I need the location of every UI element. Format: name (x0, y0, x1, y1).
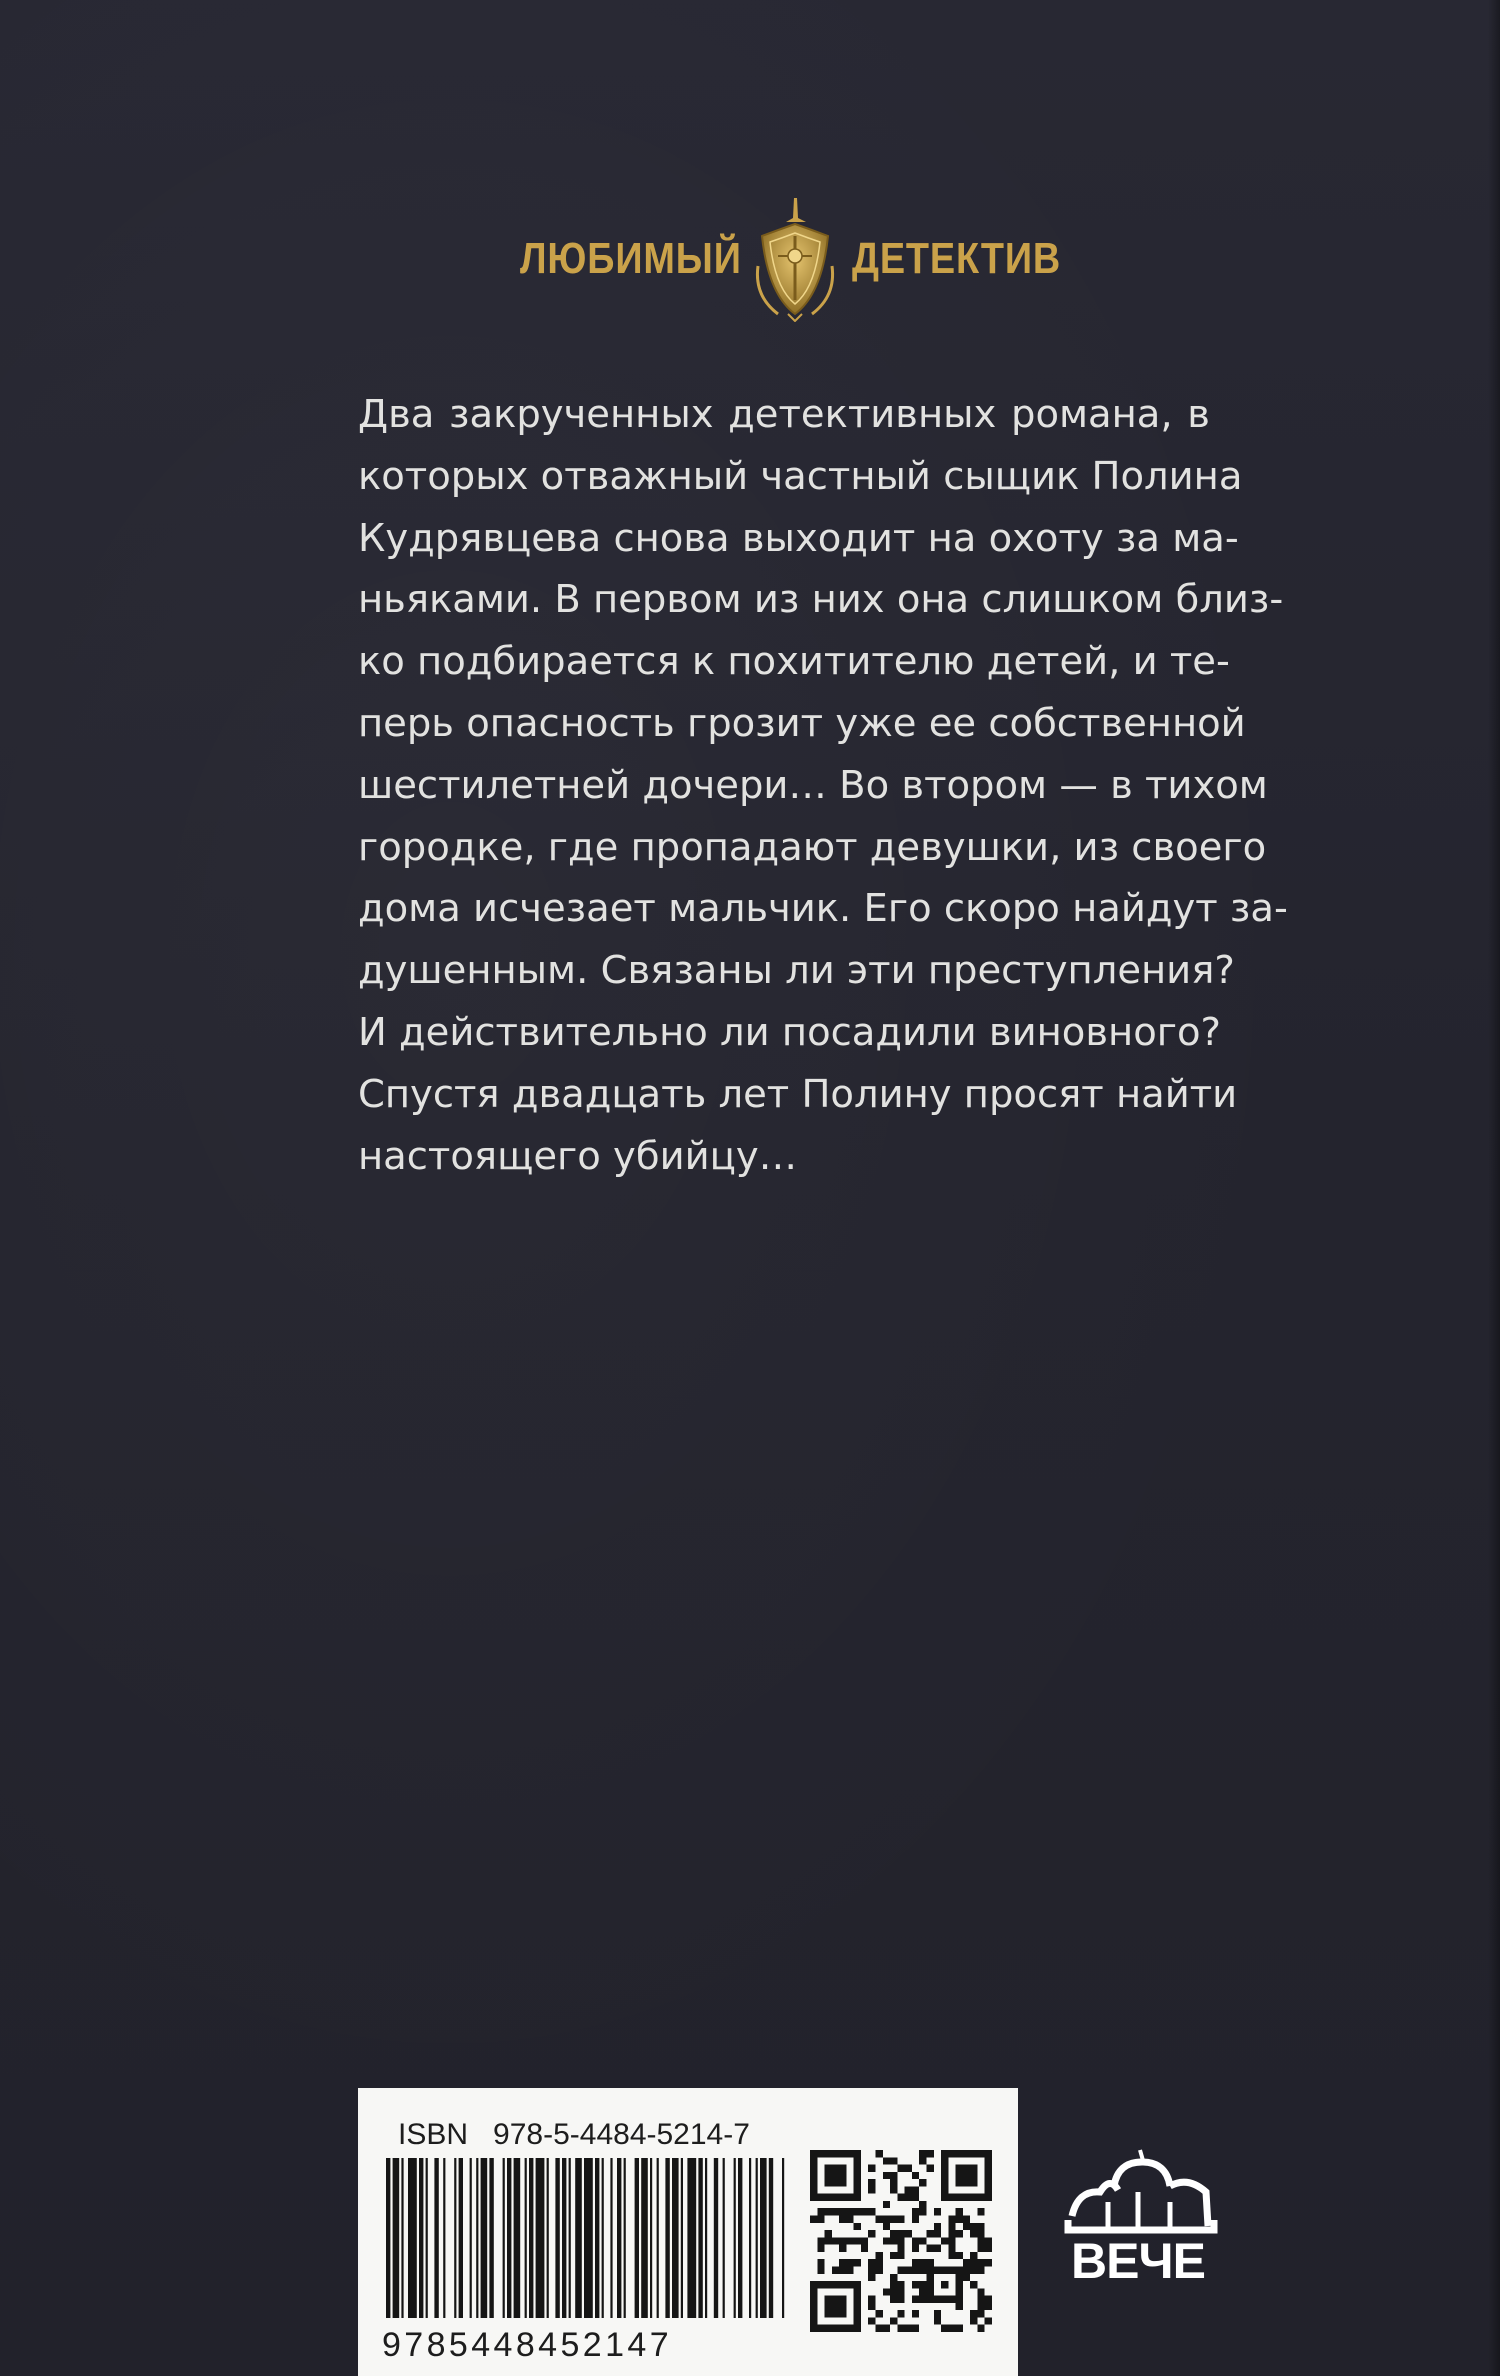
isbn-block (358, 2088, 1018, 2376)
blurb-line: И действительно ли посадили виновного? (358, 1009, 1221, 1055)
blurb-line: Спустя двадцать лет Полину просят найти (358, 1071, 1238, 1117)
book-blurb (358, 384, 1288, 1187)
blurb-line: ко подбирается к похитителю детей, и те- (358, 639, 1230, 685)
shield-sword-icon (748, 196, 842, 322)
blurb-line: которых отважный частный сыщик Полина (358, 453, 1243, 499)
barcode (382, 2158, 792, 2330)
blurb-line: настоящего убийцу… (358, 1133, 798, 1179)
series-title-left: ЛЮБИМЫЙ (520, 234, 742, 283)
blurb-line: ньяками. В первом из них она слишком близ- (358, 577, 1284, 623)
blurb-line: Кудрявцева снова выходит на охоту за ма- (358, 515, 1239, 561)
publisher-name: ВЕЧЕ (1071, 2233, 1205, 2289)
isbn-label (398, 2118, 750, 2152)
blurb-line: шестилетней дочери… Во втором — в тихом (358, 762, 1268, 808)
barcode-digits: 9785448452147 (382, 2326, 673, 2364)
blurb-line: душенным. Связаны ли эти преступления? (358, 948, 1235, 994)
blurb-line: дома исчезает мальчик. Его скоро найдут за- (358, 886, 1288, 932)
blurb-line: городке, где пропадают девушки, из своего (358, 824, 1267, 870)
isbn-number: 978-5-4484-5214-7 (493, 2118, 750, 2151)
blurb-line: Два закрученных детективных романа, в (358, 392, 1210, 437)
isbn-prefix: ISBN (398, 2118, 469, 2151)
series-title-right: ДЕТЕКТИВ (852, 234, 1062, 283)
series-header (0, 196, 1500, 326)
blurb-line: перь опасность грозит уже ее собственной (358, 700, 1246, 746)
qr-code-icon (810, 2150, 992, 2332)
